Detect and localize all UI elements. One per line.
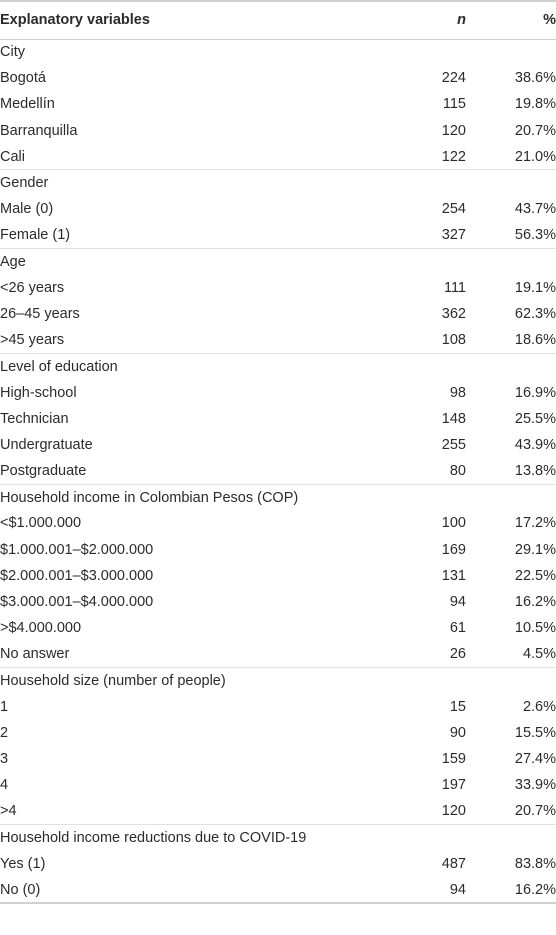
table-row bbox=[0, 746, 556, 772]
row-label: $3.000.001–$4.000.000 bbox=[0, 594, 154, 611]
group-title: Gender bbox=[0, 170, 556, 196]
row-label: Female (1) bbox=[0, 227, 71, 244]
table-row bbox=[0, 589, 556, 615]
header-n: n bbox=[400, 1, 466, 39]
row-label: >$4.000.000 bbox=[0, 620, 82, 637]
row-n-value: 197 bbox=[441, 777, 466, 794]
row-label: $1.000.001–$2.000.000 bbox=[0, 541, 154, 558]
row-n-value: 487 bbox=[441, 855, 466, 872]
row-n-value: 148 bbox=[441, 410, 466, 427]
table-row bbox=[0, 772, 556, 798]
table-row bbox=[0, 563, 556, 589]
row-label: $2.000.001–$3.000.000 bbox=[0, 567, 154, 584]
group-title: Household income in Colombian Pesos (COP) bbox=[0, 484, 556, 510]
row-n-value: 94 bbox=[400, 877, 466, 903]
group-row bbox=[0, 353, 556, 379]
row-percent-value: 38.6% bbox=[514, 70, 556, 87]
row-percent-value: 17.2% bbox=[514, 515, 556, 532]
row-percent-value: 16.9% bbox=[514, 384, 556, 401]
row-label: No (0) bbox=[0, 877, 400, 903]
row-n-value: 131 bbox=[441, 567, 466, 584]
table-row bbox=[0, 65, 556, 91]
table-row bbox=[0, 877, 556, 903]
table-row bbox=[0, 406, 556, 432]
row-label: 2 bbox=[0, 724, 9, 741]
table-body bbox=[0, 39, 556, 903]
row-label: 4 bbox=[0, 777, 9, 794]
group-row bbox=[0, 825, 556, 851]
table-row bbox=[0, 222, 556, 248]
row-percent-value: 43.9% bbox=[514, 436, 556, 453]
row-percent-value: 56.3% bbox=[514, 227, 556, 244]
row-percent-value: 13.8% bbox=[514, 462, 556, 479]
group-title: Level of education bbox=[0, 353, 556, 379]
row-n-value: 94 bbox=[449, 594, 466, 611]
row-label: Bogotá bbox=[0, 70, 46, 87]
table-row bbox=[0, 798, 556, 824]
row-n-value: 120 bbox=[441, 803, 466, 820]
row-n-value: 120 bbox=[441, 122, 466, 139]
table-row bbox=[0, 641, 556, 667]
row-label: No answer bbox=[0, 646, 70, 663]
row-percent-value: 43.7% bbox=[514, 201, 556, 218]
row-percent-value: 4.5% bbox=[522, 646, 556, 663]
header-percent: % bbox=[466, 1, 556, 39]
row-n-value: 108 bbox=[441, 331, 466, 348]
row-n-value: 98 bbox=[449, 384, 466, 401]
row-n-value: 115 bbox=[442, 96, 466, 113]
group-row bbox=[0, 668, 556, 694]
row-label: Cali bbox=[0, 148, 25, 165]
table-row bbox=[0, 91, 556, 117]
row-label: 1 bbox=[0, 698, 9, 715]
row-percent-value: 25.5% bbox=[514, 410, 556, 427]
header-row bbox=[0, 1, 556, 39]
row-percent-value: 33.9% bbox=[514, 777, 556, 794]
table-row bbox=[0, 327, 556, 353]
row-n-value: 327 bbox=[441, 227, 466, 244]
header-explanatory-variables: Explanatory variables bbox=[0, 1, 400, 39]
row-n-value: 169 bbox=[441, 541, 466, 558]
row-label: Male (0) bbox=[0, 201, 54, 218]
row-label: Yes (1) bbox=[0, 855, 46, 872]
row-label: High-school bbox=[0, 384, 77, 401]
row-n-value: 90 bbox=[449, 724, 466, 741]
row-n-value: 254 bbox=[441, 201, 466, 218]
row-n-value: 61 bbox=[449, 620, 466, 637]
row-n-value: 26 bbox=[449, 646, 466, 663]
table-row bbox=[0, 379, 556, 405]
group-title: Household income reductions due to COVID-19 bbox=[0, 825, 556, 851]
row-percent-value: 2.6% bbox=[522, 698, 556, 715]
table-row bbox=[0, 196, 556, 222]
row-percent-value: 19.8% bbox=[514, 96, 556, 113]
row-percent-value: 29.1% bbox=[514, 541, 556, 558]
row-label: >45 years bbox=[0, 331, 65, 348]
group-row bbox=[0, 39, 556, 65]
row-label: Undergratuate bbox=[0, 436, 93, 453]
group-title: Household size (number of people) bbox=[0, 668, 556, 694]
row-label: <$1.000.000 bbox=[0, 515, 82, 532]
row-percent-value: 20.7% bbox=[514, 122, 556, 139]
row-percent-value: 83.8% bbox=[514, 855, 556, 872]
table-row bbox=[0, 118, 556, 144]
table-row bbox=[0, 851, 556, 877]
row-n-value: 80 bbox=[449, 462, 466, 479]
row-label: Medellín bbox=[0, 96, 55, 113]
table-row bbox=[0, 615, 556, 641]
table-row bbox=[0, 510, 556, 536]
row-percent-value: 15.5% bbox=[514, 724, 556, 741]
row-percent-value: 18.6% bbox=[514, 331, 556, 348]
table-row bbox=[0, 720, 556, 746]
row-percent-value: 27.4% bbox=[514, 751, 556, 768]
row-percent-value: 20.7% bbox=[514, 803, 556, 820]
row-label: Postgraduate bbox=[0, 462, 87, 479]
row-label: Barranquilla bbox=[0, 122, 78, 139]
group-row bbox=[0, 170, 556, 196]
row-percent-value: 62.3% bbox=[514, 305, 556, 322]
row-n-value: 122 bbox=[441, 148, 466, 165]
row-percent-value: 16.2% bbox=[514, 594, 556, 611]
row-percent-value: 22.5% bbox=[514, 567, 556, 584]
table-row bbox=[0, 432, 556, 458]
row-n-value: 255 bbox=[441, 436, 466, 453]
group-row bbox=[0, 484, 556, 510]
row-label: 26–45 years bbox=[0, 305, 80, 322]
row-percent-value: 16.2% bbox=[466, 877, 556, 903]
row-percent-value: 10.5% bbox=[514, 620, 556, 637]
row-n-value: 100 bbox=[441, 515, 466, 532]
row-percent-value: 19.1% bbox=[514, 279, 556, 296]
table-row bbox=[0, 144, 556, 170]
row-label: >4 bbox=[0, 803, 17, 820]
group-title: City bbox=[0, 44, 25, 61]
row-n-value: 15 bbox=[449, 698, 466, 715]
group-title: Age bbox=[0, 249, 556, 275]
table-row bbox=[0, 537, 556, 563]
group-row bbox=[0, 249, 556, 275]
table-row bbox=[0, 694, 556, 720]
row-n-value: 362 bbox=[441, 305, 466, 322]
table-header bbox=[0, 1, 556, 39]
row-percent-value: 21.0% bbox=[514, 148, 556, 165]
row-n-value: 111 bbox=[443, 279, 466, 296]
row-label: 3 bbox=[0, 751, 9, 768]
table-row bbox=[0, 275, 556, 301]
row-label: <26 years bbox=[0, 279, 65, 296]
table-row bbox=[0, 301, 556, 327]
row-label: Technician bbox=[0, 410, 69, 427]
table-row bbox=[0, 458, 556, 484]
row-n-value: 159 bbox=[441, 751, 466, 768]
row-n-value: 224 bbox=[441, 70, 466, 87]
